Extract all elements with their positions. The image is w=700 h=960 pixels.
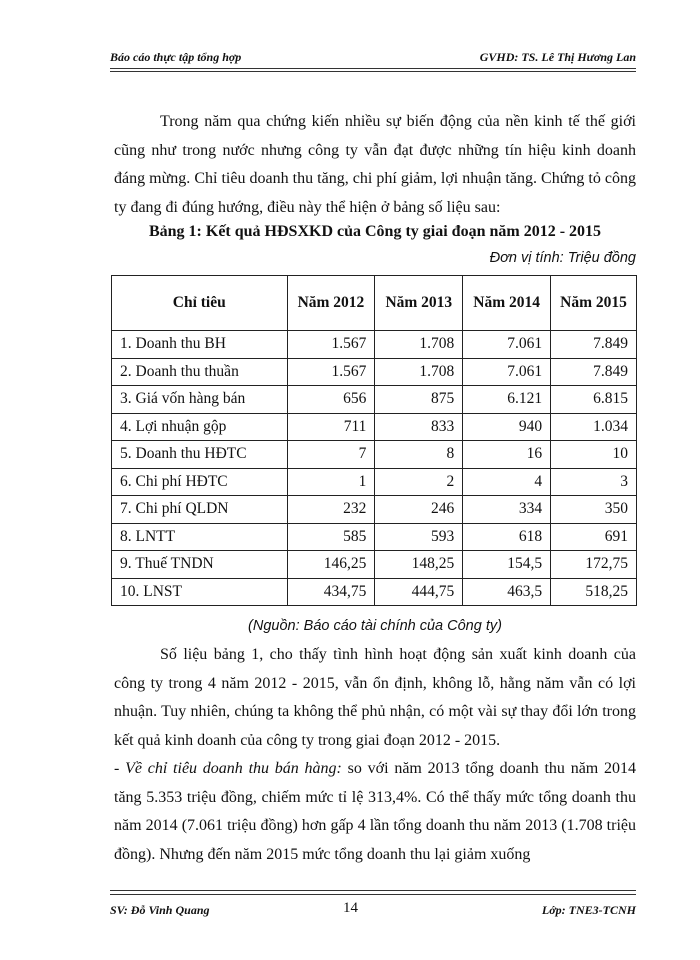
header-supervisor: GVHD: TS. Lê Thị Hương Lan: [479, 50, 636, 64]
row-label-cell: 5. Doanh thu HĐTC: [112, 441, 288, 469]
value-cell: 940: [463, 413, 551, 441]
value-cell: 7.849: [551, 331, 637, 359]
page-number: 14: [343, 900, 358, 916]
value-cell: 146,25: [287, 551, 375, 579]
value-cell: 1.708: [375, 358, 463, 386]
value-cell: 1.708: [375, 331, 463, 359]
table-header-row: [112, 276, 637, 331]
value-cell: 16: [463, 441, 551, 469]
intro-paragraph: Trong năm qua chứng kiến nhiều sự biến động của nền kinh tế thế giới cũng như trong nước nhưng công ty vẫn đạt được những tín hiệu kinh doanh đáng mừng. Chỉ tiêu doanh thu tăng, chi phí giảm, lợi nhuận tăng. Chứng tỏ công ty đang đi đúng hướng, điều này thể hiện ở bảng số liệu sau:: [114, 113, 636, 216]
value-cell: 618: [463, 523, 551, 551]
row-label-cell: 4. Lợi nhuận gộp: [112, 413, 288, 441]
value-cell: 444,75: [375, 578, 463, 606]
column-header: Năm 2012: [287, 276, 375, 331]
table-row: [112, 496, 637, 524]
table-row: [112, 468, 637, 496]
value-cell: 7.061: [463, 331, 551, 359]
value-cell: 691: [551, 523, 637, 551]
header-report-title: Báo cáo thực tập tổng hợp: [110, 50, 242, 64]
value-cell: 350: [551, 496, 637, 524]
value-cell: 7.849: [551, 358, 637, 386]
value-cell: 711: [287, 413, 375, 441]
value-cell: 4: [463, 468, 551, 496]
table-source: (Nguồn: Báo cáo tài chính của Công ty): [248, 618, 502, 634]
row-label-cell: 7. Chi phí QLDN: [112, 496, 288, 524]
value-cell: 1.567: [287, 358, 375, 386]
row-label-cell: 3. Giá vốn hàng bán: [112, 386, 288, 414]
table-caption: Bảng 1: Kết quả HĐSXKD của Công ty giai đoạn năm 2012 - 2015: [148, 223, 602, 240]
row-label-cell: 10. LNST: [112, 578, 288, 606]
value-cell: 246: [375, 496, 463, 524]
revenue-paragraph: [114, 755, 636, 869]
results-table: [111, 275, 637, 606]
value-cell: 1.567: [287, 331, 375, 359]
page-header: [110, 46, 636, 69]
value-cell: 172,75: [551, 551, 637, 579]
value-cell: 6.121: [463, 386, 551, 414]
value-cell: 656: [287, 386, 375, 414]
page-footer: [110, 890, 636, 919]
row-label-cell: 2. Doanh thu thuần: [112, 358, 288, 386]
value-cell: 232: [287, 496, 375, 524]
footer-class: Lớp: TNE3-TCNH: [541, 903, 636, 917]
value-cell: 10: [551, 441, 637, 469]
table-row: [112, 551, 637, 579]
table-row: [112, 386, 637, 414]
row-label-cell: 9. Thuế TNDN: [112, 551, 288, 579]
table-row: [112, 413, 637, 441]
value-cell: 7.061: [463, 358, 551, 386]
table-unit: Đơn vị tính: Triệu đồng: [489, 250, 636, 266]
value-cell: 833: [375, 413, 463, 441]
revenue-lead: - Về chỉ tiêu doanh thu bán hàng:: [114, 760, 342, 777]
table-row: [112, 331, 637, 359]
revenue-body: so với năm 2013 tổng doanh thu năm 2014 tăng 5.353 triệu đồng, chiếm mức tỉ lệ 313,4%. Có thể thấy mức tổng doanh thu năm 2014 (7.061 triệu đồng) hơn gấp 4 lần tổng doanh thu năm 2013 (1.708 triệu đồng). Nhưng đến năm 2015 mức tổng doanh thu lại giảm xuống: [114, 760, 637, 863]
value-cell: 463,5: [463, 578, 551, 606]
table-row: [112, 358, 637, 386]
value-cell: 3: [551, 468, 637, 496]
footer-student: SV: Đỗ Vinh Quang: [110, 903, 210, 917]
row-label-cell: 8. LNTT: [112, 523, 288, 551]
value-cell: 148,25: [375, 551, 463, 579]
value-cell: 334: [463, 496, 551, 524]
row-label-cell: 1. Doanh thu BH: [112, 331, 288, 359]
analysis-paragraph: Số liệu bảng 1, cho thấy tình hình hoạt động sản xuất kinh doanh của công ty trong 4 năm 2012 - 2015, vẫn ổn định, không lỗ, hằng năm vẫn có lợi nhuận. Tuy nhiên, chúng ta không thể phủ nhận, có một vài sự thay đổi lớn trong kết quả kinh doanh của công ty trong giai đoạn 2012 - 2015.: [114, 646, 636, 749]
row-label-cell: 6. Chi phí HĐTC: [112, 468, 288, 496]
column-header: Năm 2015: [551, 276, 637, 331]
value-cell: 875: [375, 386, 463, 414]
value-cell: 7: [287, 441, 375, 469]
value-cell: 518,25: [551, 578, 637, 606]
table-row: [112, 441, 637, 469]
column-header: Năm 2013: [375, 276, 463, 331]
table-row: [112, 523, 637, 551]
value-cell: 434,75: [287, 578, 375, 606]
column-header: Năm 2014: [463, 276, 551, 331]
value-cell: 593: [375, 523, 463, 551]
value-cell: 1.034: [551, 413, 637, 441]
table-row: [112, 578, 637, 606]
value-cell: 2: [375, 468, 463, 496]
value-cell: 154,5: [463, 551, 551, 579]
column-header: Chỉ tiêu: [112, 276, 288, 331]
value-cell: 6.815: [551, 386, 637, 414]
value-cell: 1: [287, 468, 375, 496]
value-cell: 585: [287, 523, 375, 551]
value-cell: 8: [375, 441, 463, 469]
